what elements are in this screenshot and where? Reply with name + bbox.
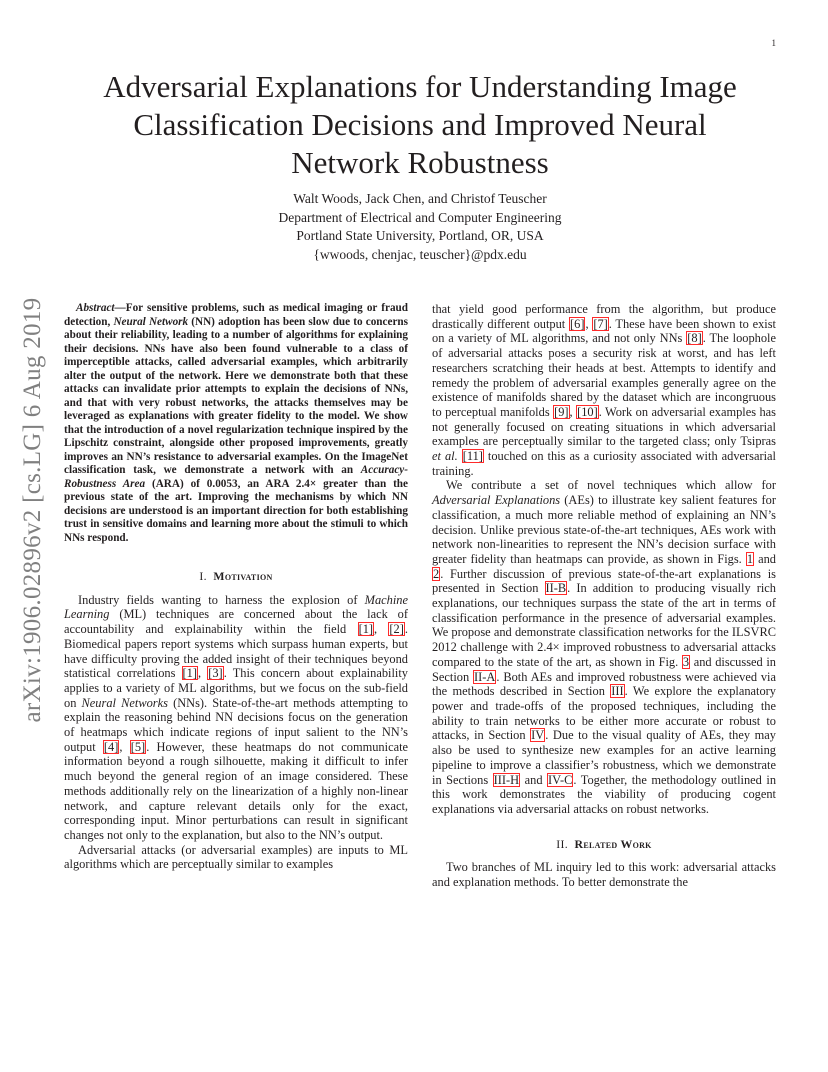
citation-link-11[interactable]: [11] — [462, 449, 483, 464]
title-line-3: Network Robustness — [291, 145, 549, 180]
citation-link-6[interactable]: [6] — [570, 316, 585, 331]
citation-link-8[interactable]: [8] — [687, 331, 702, 346]
citation-link-2[interactable]: [2] — [389, 622, 404, 637]
right-paragraph-continued: that yield good performance from the algorithm, but produce drastically different output [6], [7]. These have been shown to exist on a variety of ML algorithms, and not only NNs [8]. The loophole of adversarial attacks poses a security risk at worst, and has left researchers scratching their heads at best. Attempts to identify and remedy the problem of adversarial examples generally agree on the existence of manifolds shared by the dataset which are incongruous to perceptual manifolds [9], [10]. Work on adversarial examples has not generally focused on creating situations in which adversarial examples are perceptually similar to the targeted class; only Tsipras et al. [11] touched on this as a curiosity associated with adversarial training. — [432, 302, 776, 478]
abstract-label: Abstract — [76, 302, 115, 314]
section-link-III-H[interactable]: III-H — [493, 772, 520, 787]
contributions-paragraph: We contribute a set of novel techniques which allow for Adversarial Explanations (AEs) to illustrate key salient features for classification, a much more reliable method of explaining an NN’s decision. Unlike previous state-of-the-art techniques, AEs work with network non-linearities to represent the NN’s decision surface with greater fidelity than heatmaps can provide, as shown in Figs. 1 and 2. Further discussion of previous state-of-the-art explanations is presented in Section II-B. In addition to producing visually rich explanations, our techniques surpass the state of the art in terms of classification performance in the presence of adversarial examples. We propose and demonstrate classification networks for the ILSVRC 2012 challenge with 2.4× improved robustness to adversarial attacks compared to the state of the art, as shown in Fig. 3 and discussed in Section II-A. Both AEs and improved robustness were achieved via the methods described in Section III. We explore the explanatory power and trade-offs of the proposed techniques, including the ability to train networks to be either more accurate or robust to attacks, in Section IV. Due to the visual quality of AEs, they may also be used to synthesize new examples for an active learning pipeline to improve a classifier’s robustness, which we demonstrate in Sections III-H and IV-C. Together, the methodology outlined in this work demonstrates the viability of producing cogent explanations via adversarial attacks on robust networks. — [432, 478, 777, 816]
abstract: Abstract—For sensitive problems, such as medical imaging or fraud detection, Neural Network (NN) adoption has been slow due to concerns about their reliability, leading to a number of algorithms for explaining their decisions. NNs have also been found vulnerable to a class of imperceptible attacks, called adversarial examples, which arbitrarily alter the output of the network. Here we demonstrate both that these attacks can invalidate prior attempts to explain the decisions of NNs, and that with very robust networks, the attacks themselves may be leveraged as explanations with greater fidelity to the model. We show that the introduction of a novel regularization technique inspired by the Lipschitz constraint, alongside other proposed improvements, greatly improves an NN’s resistance to adversarial examples. On the ImageNet classification task, we demonstrate a network with an Accuracy-Robustness Area (ARA) of 0.0053, an ARA 2.4× greater than the previous state of the art. Improving the mechanisms by which NN decisions are understood is an important direction for both establishing trust in sensitive domains and learning more about the stimuli to which NNs respond. — [64, 302, 409, 544]
section-link-III[interactable]: III — [611, 684, 624, 699]
author-emails: {wwoods, chenjac, teuscher}@pdx.edu — [313, 246, 527, 262]
section-link-IV[interactable]: IV — [531, 728, 545, 743]
figure-link-2[interactable]: 2 — [433, 566, 440, 581]
citation-link-7[interactable]: [7] — [593, 316, 608, 331]
section-link-II-A[interactable]: II-A — [474, 669, 496, 684]
author-block — [170, 190, 670, 264]
title-line-1: Adversarial Explanations for Understanding Image — [103, 69, 737, 104]
term-accuracy-robustness-area: Accuracy-Robustness Area — [64, 464, 408, 490]
citation-link-1b[interactable]: [1] — [182, 666, 197, 681]
citation-link-10[interactable]: [10] — [577, 404, 598, 419]
section-link-II-B[interactable]: II-B — [545, 581, 567, 596]
page-number: 1 — [771, 38, 776, 48]
citation-link-9[interactable]: [9] — [554, 404, 569, 419]
author-names: Walt Woods, Jack Chen, and Christof Teuscher — [293, 191, 547, 206]
citation-link-5[interactable]: [5] — [130, 739, 146, 754]
arxiv-identifier-text: arXiv:1906.02896v2 [cs.LG] 6 Aug 2019 — [19, 297, 46, 723]
motivation-paragraph-1: Industry fields wanting to harness the explosion of Machine Learning (ML) techniques are concerned about the lack of accountability and explainability within the field [1], [2]. Biomedical papers report systems which surpass human experts, but have difficulty proving the added insight of their techniques beyond statistical correlations [1], [3]. This concern about explainability applies to a variety of ML algorithms, but we focus on the sub-field on Neural Networks (NNs). State-of-the-art methods attempting to explain the reasoning behind NN decisions focus on the generation of heatmaps which indicate regions of input salient to the NN’s output [4], [5]. However, these heatmaps do not communicate information beyond a rough silhouette, making it difficult to infer much beyond the general region of an image considered. These methods additionally rely on the linearization of a highly non-linear network, and capture relevant details only for the exact, corresponding input. Minor perturbations can result in significant changes not only to the explanation, but also to the NN’s output. — [64, 592, 409, 842]
arxiv-identifier-stamp — [16, 290, 50, 730]
section-heading-motivation: I. Motivation — [199, 569, 273, 583]
motivation-paragraph-2: Adversarial attacks (or adversarial examples) are inputs to ML algorithms which are perceptually similar to examples — [64, 842, 408, 872]
paper-title — [80, 68, 760, 182]
author-university: Portland State University, Portland, OR, USA — [296, 228, 544, 243]
right-column — [432, 302, 776, 890]
section-link-IV-C[interactable]: IV-C — [548, 772, 573, 787]
figure-link-3[interactable]: 3 — [682, 654, 690, 669]
term-neural-network: Neural Network — [113, 315, 189, 328]
citation-link-3[interactable]: [3] — [208, 666, 223, 681]
author-department: Department of Electrical and Computer Engineering — [278, 209, 562, 225]
citation-link-1[interactable]: [1] — [358, 622, 374, 637]
section-heading-related-work: II. Related Work — [556, 836, 652, 851]
figure-link-1[interactable]: 1 — [746, 551, 754, 566]
related-work-paragraph-1: Two branches of ML inquiry led to this work: adversarial attacks and explanation methods. To better demonstrate the — [432, 860, 776, 890]
title-line-2: Classification Decisions and Improved Neural — [133, 107, 707, 142]
citation-link-4[interactable]: [4] — [103, 739, 119, 754]
left-column — [64, 302, 408, 872]
